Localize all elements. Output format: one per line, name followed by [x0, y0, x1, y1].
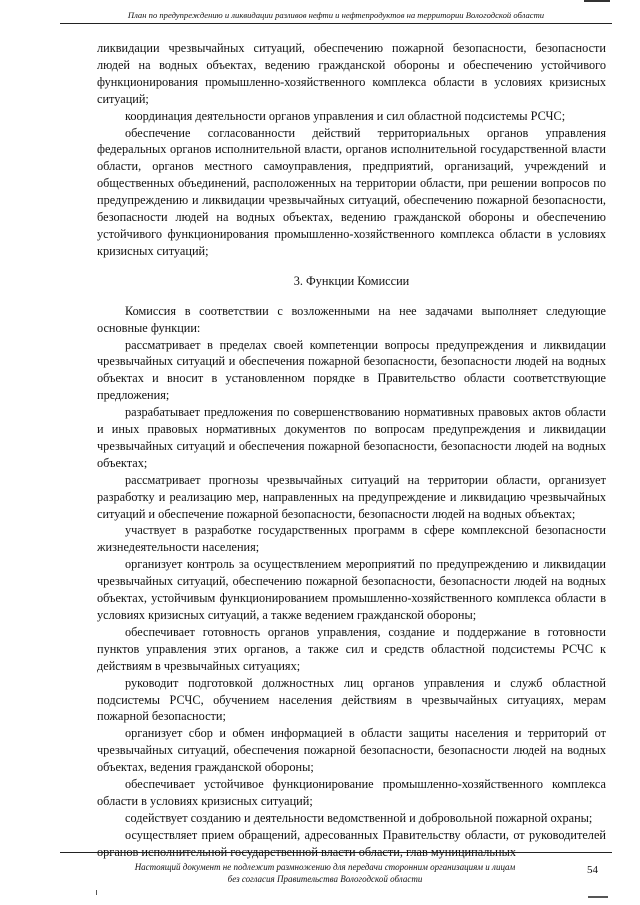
paragraph: Комиссия в соответствии с возложенными на нее задачами выполняет следующие основные функции: — [97, 303, 606, 335]
scan-mark-bottom-left — [96, 890, 97, 895]
document-body — [97, 40, 606, 861]
page-footer — [90, 861, 560, 885]
paragraph-group-bottom — [97, 303, 606, 861]
paragraph: обеспечивает устойчивое функционирование промышленно-хозяйственного комплекса области в условиях кризисных ситуаций; — [97, 777, 606, 808]
paragraph: организует сбор и обмен информацией в области защиты населения и территорий от чрезвычайных ситуаций, обеспечения пожарной безопасности, безопасности людей на водных объектах, ведения гражданской обороны; — [97, 726, 606, 775]
footer-notice-line-1: Настоящий документ не подлежит размножению для передачи сторонним организациям и лицам — [134, 862, 516, 872]
scan-mark-bottom-right — [588, 896, 608, 898]
page-header: План по предупреждению и ликвидации разливов нефти и нефтепродуктов на территории Вологодской области — [60, 10, 612, 24]
paragraph: участвует в разработке государственных программ в сфере комплексной безопасности жизнедеятельности населения; — [97, 523, 606, 555]
paragraph-group-top — [97, 40, 606, 260]
paragraph: разрабатывает предложения по совершенствованию нормативных правовых актов области и иных правовых нормативных документов по вопросам предупреждения и ликвидации чрезвычайных ситуаций и обеспечения пожарной безопасности, безопасности людей на водных объектах; — [97, 405, 606, 470]
paragraph: обеспечивает готовность органов управления, создание и поддержание в готовности пунктов управления этих органов, а также сил и средств областной подсистемы РСЧС к действиям в чрезвычайных ситуациях; — [97, 624, 606, 673]
paragraph: осуществляет прием обращений, адресованных Правительству области, от руководителей органов исполнительной государственной власти области, глав муниципальных — [97, 827, 606, 859]
paragraph: рассматривает прогнозы чрезвычайных ситуаций на территории области, организует разработку и реализацию мер, направленных на предупреждение и ликвидацию чрезвычайных ситуаций и обеспечение пожарной безопасности, безопасности людей на водных объектах; — [97, 472, 606, 521]
footer-notice-line-2: без согласия Правительства Вологодской области — [227, 874, 423, 884]
paragraph: содействует созданию и деятельности ведомственной и добровольной пожарной охраны; — [125, 810, 593, 825]
paragraph: руководит подготовкой должностных лиц органов управления и служб областной подсистемы РСЧС, обучением населения действиям в чрезвычайных ситуациях, мерам пожарной безопасности; — [97, 675, 606, 724]
page-number: 54 — [587, 864, 598, 876]
paragraph: обеспечение согласованности действий территориальных органов управления федеральных органов исполнительной власти, органов исполнительной государственной власти области, органов местного самоуправления, предприятий, организаций, учреждений и общественных объединений, расположенных на территории области, при решении вопросов по предупреждению и ликвидации чрезвычайных ситуаций, обеспечению пожарной безопасности, безопасности людей на водных объектах, ведению гражданской обороны и обеспечению устойчивого функционирования промышленно-хозяйственного комплекса области в условиях кризисных ситуаций; — [97, 125, 606, 258]
footer-divider — [60, 852, 612, 853]
scan-mark-top — [584, 0, 610, 2]
paragraph: координация деятельности органов управления и сил областной подсистемы РСЧС; — [125, 108, 566, 123]
section-heading: 3. Функции Комиссии — [293, 273, 410, 288]
paragraph: ликвидации чрезвычайных ситуаций, обеспечению пожарной безопасности, безопасности людей на водных объектах, ведению гражданской обороны и обеспечению устойчивого функционирования промышленно-хозяйственного комплекса области в условиях кризисных ситуаций; — [97, 41, 606, 106]
paragraph: рассматривает в пределах своей компетенции вопросы предупреждения и ликвидации чрезвычайных ситуаций и обеспечения пожарной безопасности, безопасности людей на водных объектах и вносит в установленном порядке в Правительство области соответствующие предложения; — [97, 337, 606, 403]
paragraph: организует контроль за осуществлением мероприятий по предупреждению и ликвидации чрезвычайных ситуаций, обеспечению пожарной безопасности, безопасности людей на водных объектах, устойчивым функционированием промышленно-хозяйственного комплекса области в условиях кризисных ситуаций, а также ведением гражданской обороны; — [97, 557, 606, 622]
